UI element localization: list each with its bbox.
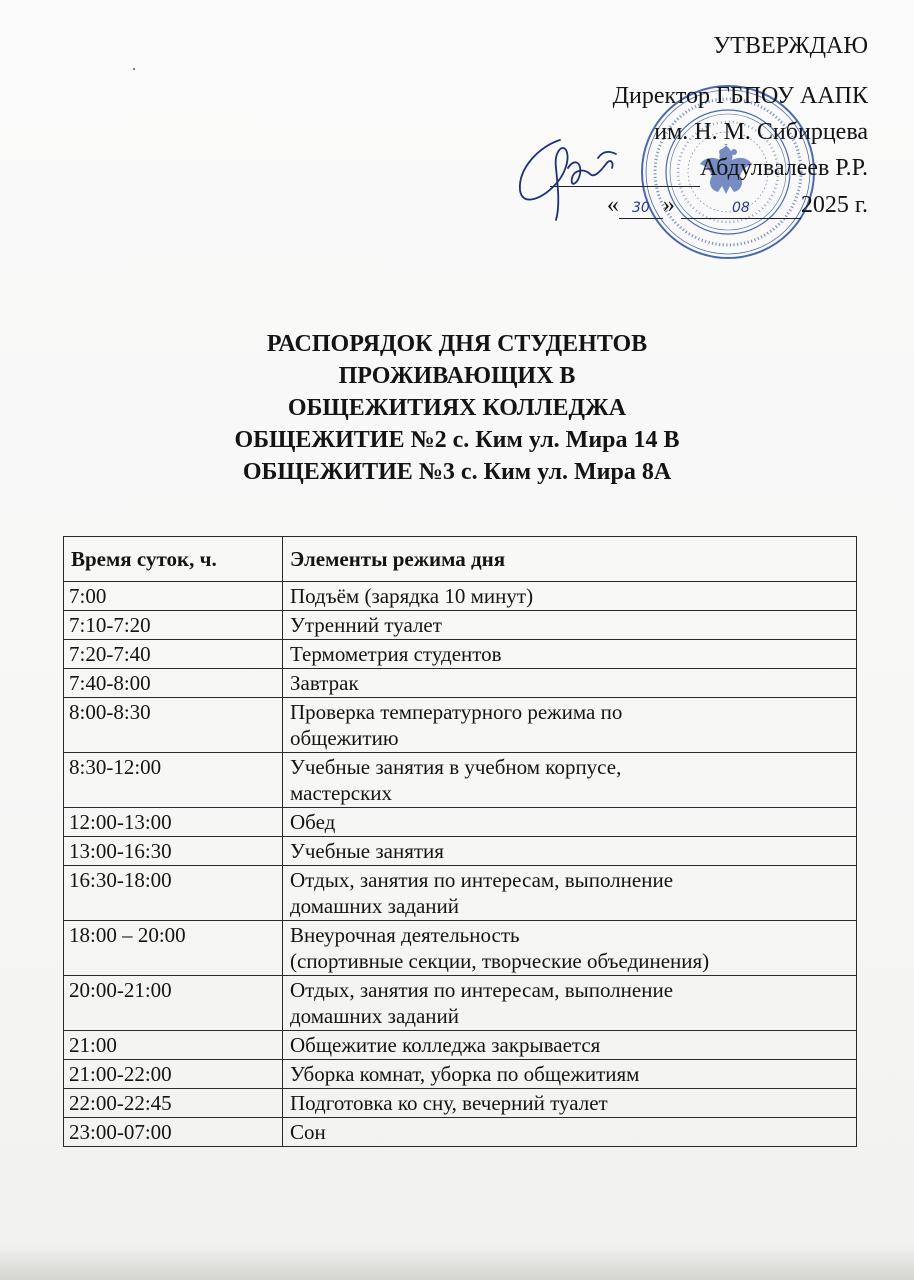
- activity-cell: [283, 921, 857, 976]
- time-cell: 21:00-22:00: [64, 1060, 283, 1089]
- time-cell: 8:30-12:00: [64, 753, 283, 808]
- title-line: ОБЩЕЖИТИЕ №2 с. Ким ул. Мира 14 В: [234, 427, 680, 453]
- activity-line: домашних заданий: [290, 1004, 459, 1028]
- table-row: [64, 976, 857, 1031]
- activity-line: Учебные занятия: [290, 839, 444, 863]
- activity-cell: [283, 1089, 857, 1118]
- table-row: [64, 1031, 857, 1060]
- activity-line: Учебные занятия в учебном корпусе,: [290, 755, 622, 779]
- activity-cell: [283, 1031, 857, 1060]
- time-cell: 7:00: [64, 582, 283, 611]
- speck: [133, 68, 135, 70]
- approval-heading: УТВЕРЖДАЮ: [713, 33, 868, 59]
- activity-line: общежитию: [290, 726, 399, 750]
- date-close-quote: »: [662, 192, 675, 218]
- activity-cell: [283, 976, 857, 1031]
- activity-cell: [283, 698, 857, 753]
- table-row: [64, 921, 857, 976]
- table-row: [64, 698, 857, 753]
- activity-line: Сон: [290, 1120, 326, 1144]
- page-bottom-edge: [0, 1244, 914, 1280]
- activity-cell: [283, 837, 857, 866]
- activity-cell: [283, 753, 857, 808]
- time-cell: 7:40-8:00: [64, 669, 283, 698]
- date-year: 2025 г.: [800, 192, 868, 218]
- activity-line: Подготовка ко сну, вечерний туалет: [290, 1091, 608, 1115]
- date-day: 30: [619, 198, 663, 219]
- table-header-row: [64, 537, 857, 582]
- schedule-table: [63, 536, 857, 1147]
- title-line: ПРОЖИВАЮЩИХ В: [338, 363, 576, 389]
- time-cell: 21:00: [64, 1031, 283, 1060]
- document-title: [0, 328, 914, 488]
- time-cell: 22:00-22:45: [64, 1089, 283, 1118]
- activity-line: Завтрак: [290, 671, 359, 695]
- activity-line: Утренний туалет: [290, 613, 442, 637]
- activity-cell: [283, 669, 857, 698]
- table-row: [64, 669, 857, 698]
- activity-line: Проверка температурного режима по: [290, 700, 623, 724]
- title-line: ОБЩЕЖИТИЯХ КОЛЛЕДЖА: [287, 395, 627, 421]
- activity-line: Подъём (зарядка 10 минут): [290, 584, 534, 608]
- time-cell: 7:20-7:40: [64, 640, 283, 669]
- title-line: РАСПОРЯДОК ДНЯ СТУДЕНТОВ: [266, 331, 648, 357]
- activity-cell: [283, 1118, 857, 1147]
- time-cell: 23:00-07:00: [64, 1118, 283, 1147]
- activity-cell: [283, 582, 857, 611]
- time-cell: 20:00-21:00: [64, 976, 283, 1031]
- activity-cell: [283, 1060, 857, 1089]
- table-row: [64, 1118, 857, 1147]
- approval-position: Директор ГБПОУ ААПК: [612, 83, 868, 109]
- activity-line: Термометрия студентов: [290, 642, 502, 666]
- time-cell: 16:30-18:00: [64, 866, 283, 921]
- approval-signatory: Абдулвалеев Р.Р.: [699, 155, 868, 181]
- activity-line: Общежитие колледжа закрывается: [290, 1033, 601, 1057]
- table-row: [64, 866, 857, 921]
- approval-institution: им. Н. М. Сибирцева: [654, 119, 868, 145]
- activity-line: (спортивные секции, творческие объединения): [290, 949, 710, 973]
- time-cell: 8:00-8:30: [64, 698, 283, 753]
- activity-line: Отдых, занятия по интересам, выполнение: [290, 978, 674, 1002]
- time-cell: 12:00-13:00: [64, 808, 283, 837]
- time-cell: 18:00 – 20:00: [64, 921, 283, 976]
- date-open-quote: «: [606, 192, 619, 218]
- activity-line: Обед: [290, 810, 336, 834]
- table-row: [64, 753, 857, 808]
- activity-line: Уборка комнат, уборка по общежитиям: [290, 1062, 640, 1086]
- table-row: [64, 582, 857, 611]
- activity-line: домашних заданий: [290, 894, 459, 918]
- activity-line: мастерских: [290, 781, 393, 805]
- activity-line: Внеурочная деятельность: [290, 923, 520, 947]
- activity-cell: [283, 808, 857, 837]
- title-line: ОБЩЕЖИТИЕ №3 с. Ким ул. Мира 8А: [242, 459, 672, 485]
- activity-cell: [283, 640, 857, 669]
- header-time: Время суток, ч.: [64, 537, 283, 582]
- date-month: 08: [681, 198, 801, 219]
- table-row: [64, 611, 857, 640]
- table-row: [64, 837, 857, 866]
- time-cell: 13:00-16:30: [64, 837, 283, 866]
- header-activity: Элементы режима дня: [283, 537, 857, 582]
- table-row: [64, 640, 857, 669]
- activity-cell: [283, 866, 857, 921]
- table-row: [64, 1089, 857, 1118]
- time-cell: 7:10-7:20: [64, 611, 283, 640]
- table-row: [64, 808, 857, 837]
- table-row: [64, 1060, 857, 1089]
- schedule-body: [64, 582, 857, 1147]
- signature-icon: [510, 128, 630, 228]
- activity-line: Отдых, занятия по интересам, выполнение: [290, 868, 674, 892]
- activity-cell: [283, 611, 857, 640]
